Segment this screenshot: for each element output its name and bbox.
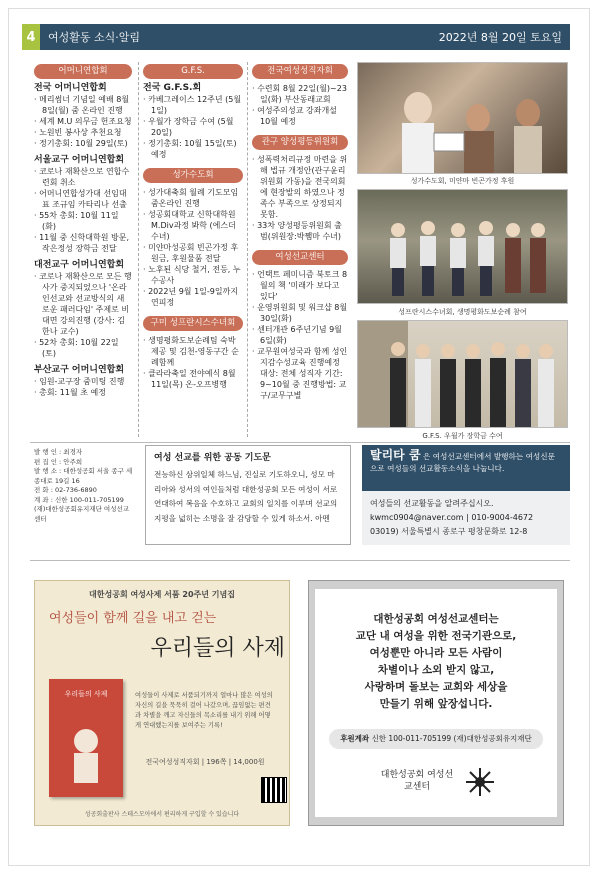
column-clergy <box>252 62 348 401</box>
ad-publisher-line: 전국여성성직자회 | 196쪽 | 14,000원 <box>145 758 265 766</box>
photo-myanmar-support <box>357 62 568 174</box>
column-gfs <box>143 62 243 390</box>
photo-peace-walk <box>357 189 568 304</box>
list-item: · 카베그레이스 12주년 (5월 1일) <box>143 95 242 115</box>
mission-line: 사랑하며 돌보는 교회와 세상을 <box>364 681 508 693</box>
list-item: · 성폭력처리규정 마련을 위해 법규 개정안(관구윤리위원회 가동)을 전국의회에 현장발의 하였으나 정족수 부족으로 상정되지 못함. <box>252 155 348 219</box>
talitha-intro: 은 여성선교센터에서 발행하는 여성신문으로 여성들의 선교활동소식을 나눕니다. <box>370 452 555 473</box>
group-title: 전국 G.F.S.회 <box>143 83 202 93</box>
mission-line: 대한성공회 여성선교센터는 <box>373 613 499 625</box>
list-item: · 수련회 8월 22일(월)~23일(화) 부산동래교회 <box>252 84 347 104</box>
contact-address: 03019) 서울특별시 종로구 평창문화로 12-8 <box>370 527 528 536</box>
account-number: 신한 100-011-705199 (재)대한성공회유지재단 <box>371 734 532 743</box>
column-mothers-union <box>34 62 132 398</box>
list-item: · 코로나 재확산으로 연합수련회 취소 <box>34 167 130 187</box>
list-item: · 세계 M.U 의무금 헌조요청 <box>34 117 132 126</box>
book-cover-art <box>49 713 123 793</box>
group-daejeon <box>34 260 132 359</box>
colophon-line: 발 행 소 : 대한성공회 서울 종구 세종대로 19길 16 <box>34 467 133 485</box>
colophon <box>34 448 134 524</box>
list-item: · 성공회대학교 신학대학원 M.Div과정 봐학 (에스더 수녀) <box>143 210 236 241</box>
mission-line: 차별이나 소외 받지 않고, <box>377 664 495 676</box>
ad-subtitle: 여성들이 함께 길을 내고 걷는 <box>49 611 217 626</box>
list-item: · 운영위원회 및 워크샵 8월 30일(화) <box>252 303 348 323</box>
book-cover-title: 우리들의 사제 <box>64 690 108 698</box>
book-ad <box>34 580 290 826</box>
ad-description: 여성들이 사제로 서품되기까지 얼마나 많은 여성의 자신의 길을 묵묵히 걸어 나갔으며, 끊임없는 편견과 차별을 깨고 자신들의 목소리를 내기 위해 어떻게 연대했는지를 보여주는 기록! <box>135 692 273 729</box>
section-pill: 전국여성성직자회 <box>252 64 348 79</box>
issue-date: 2022년 8월 20일 토요일 <box>438 31 562 44</box>
contact-line: 여성들의 선교활동을 알려주십시오. <box>370 499 494 508</box>
contact-email-phone: kwmc0904@naver.com | 010-9004-4672 <box>370 513 534 522</box>
photo-illustration <box>358 190 567 303</box>
photo-illustration <box>358 63 567 173</box>
list-item: · 33차 양성평등위원회 출범(위원장:박쨈마 수녀) <box>252 221 342 241</box>
column-divider <box>247 62 248 437</box>
talitha-name: 탈리타 쿰 <box>370 448 421 462</box>
center-logo-text: 대한성공회 여성선교센터 <box>380 770 454 792</box>
list-item: · 52차 총회: 10월 22일(토) <box>34 338 119 358</box>
section-pill: 성가수도회 <box>143 168 243 183</box>
donation-account <box>329 729 543 749</box>
list-item: · 센터개관 6주년기념 9월 6일(화) <box>252 325 342 345</box>
mission-line: 교단 내 여성을 위한 전국기관으로, <box>355 630 517 642</box>
photo-caption: 성가수도회, 미얀마 빈곤가정 후원 <box>410 177 515 185</box>
mission-line: 여성뿐만 아니라 모든 사람이 <box>369 647 503 659</box>
page-header <box>22 24 570 50</box>
list-item: · 임원-교구장 줌미팅 진행 <box>34 377 125 386</box>
column-divider <box>138 62 139 437</box>
section-pill: 여성선교센터 <box>252 250 348 265</box>
list-item: · 메리썸너 기념일 예배 8월 8일(월) 줌 온라인 진행 <box>34 95 130 115</box>
section-pill: 관구 양성평등위원회 <box>252 135 348 150</box>
list-item: · 노후된 식당 철거, 전등, 누수공사 <box>143 265 241 285</box>
group-seoul <box>34 155 132 254</box>
compass-cross-icon <box>465 767 495 797</box>
colophon-line: 편 집 인 : 안주희 <box>34 457 83 466</box>
list-item: · 코로나 재확산으로 모든 행사가 중지되었으나 '온라인선교와 선교방식의 새로운 패러다임' 주제로 비대면 강의진행 (강사: 김한나 교수) <box>34 272 132 336</box>
prayer-text: 전능하신 삼위일체 하느님, 진실로 기도하오니, 성모 마리아와 성서의 여인들처럼 대한성공회 모든 여성이 서로 연대하여 복음을 수호하고 교회의 일치를 이루며 선교의 지평을 넓히는 소명을 잘 감당할 수 있게 하소서. 아멘 <box>154 470 338 523</box>
section-pill: 어머니연합회 <box>34 64 132 79</box>
book-cover <box>49 679 123 797</box>
colophon-line: 계 좌 : 신한 100-011-705199 (재)대한성공회유지재단 여성선교센터 <box>34 495 130 523</box>
section-divider <box>30 442 570 443</box>
mission-statement <box>315 611 557 713</box>
talitha-kum-box <box>362 445 570 545</box>
center-ad-inner <box>315 589 557 817</box>
qr-code-icon <box>261 777 287 803</box>
colophon-line: 전 화 : 02-736-6890 <box>34 486 97 494</box>
photo-caption: G.F.S. 우월가 장학금 수여 <box>422 432 503 440</box>
colophon-line: 발 행 인 : 최경자 <box>34 448 83 456</box>
group-busan <box>34 365 132 398</box>
group-title: 대전교구 어머니연합회 <box>34 260 125 270</box>
group-title: 전국 어머니연합회 <box>34 83 107 93</box>
center-ad <box>308 580 564 826</box>
list-item: · 클라라축일 전야예식 8월 11일(목) 온-오프병행 <box>143 369 236 389</box>
list-item: · 정기총회: 10월 15일(토) 예정 <box>143 139 237 159</box>
prayer-box <box>145 445 351 545</box>
list-item: · 우월가 장학금 수여 (5월 20일) <box>143 117 234 137</box>
section-pill: 구미 성프란시스수녀회 <box>143 316 243 331</box>
group-title: 부산교구 어머니연합회 <box>34 365 125 375</box>
list-item: · 여성주의성교 강좌개설 10월 예정 <box>252 106 337 126</box>
mission-line: 만들기 위해 앞장섭니다. <box>379 698 493 710</box>
list-item: · 정기총회: 10월 29일(토) <box>34 139 128 148</box>
list-item: · 어머니연합성가대 선임대표 조규임 카타리나 선출 <box>34 189 127 209</box>
ad-top-line: 대한성공회 여성사제 서품 20주년 기념집 <box>89 590 235 599</box>
ad-footer: 성공회출판사 스테스모아에서 편리하게 구입할 수 있습니다 <box>84 811 240 818</box>
section-title: 여성활동 소식·알림 <box>48 31 141 44</box>
talitha-header <box>362 445 570 491</box>
list-item: · 언택트 페미니즘 북토크 8월의 책 '미래가 보다고 있다' <box>252 270 348 301</box>
account-label: 후원계좌 <box>340 734 370 743</box>
list-item: · 생명평화도보순례팀 숙박제공 및 김천-영동구간 순례함께 <box>143 336 239 367</box>
list-item: · 노원빈 봉사상 추천요청 <box>34 128 122 137</box>
prayer-title: 여성 선교를 위한 공동 기도문 <box>154 453 271 463</box>
list-item: · 11월 중 신학대학원 방문, 작은정성 장학금 전달 <box>34 233 129 253</box>
section-divider <box>30 560 570 561</box>
list-item: · 총회: 11월 초 예정 <box>34 388 106 397</box>
list-item: · 미얀마성공회 빈곤가정 후원금, 후원물품 전달 <box>143 243 239 263</box>
photo-illustration <box>358 321 567 427</box>
ad-title: 우리들의 사제 <box>150 636 285 661</box>
group-title: 서울교구 어머니연합회 <box>34 155 125 165</box>
list-item: · 성가대축회 월례 기도모임 줌온라인 진행 <box>143 188 239 208</box>
group-national <box>34 83 132 149</box>
page-number: 4 <box>22 24 40 50</box>
list-item: · 55차 총회: 10월 11일(화) <box>34 211 119 231</box>
talitha-contact <box>362 491 570 545</box>
photo-gfs-scholarship <box>357 320 568 428</box>
list-item: · 교무원여성국과 함께 성인지감수성교육 진행예정 대상: 전체 성직자 기간: 9~10월 중 진행방법: 교구/교무구별 <box>252 347 348 400</box>
section-pill: G.F.S. <box>143 64 243 79</box>
photo-caption: 성프란시스수녀회, 생명평화도보순례 참여 <box>398 308 527 316</box>
list-item: · 2022년 9월 1일-9일까지 연피정 <box>143 287 239 307</box>
